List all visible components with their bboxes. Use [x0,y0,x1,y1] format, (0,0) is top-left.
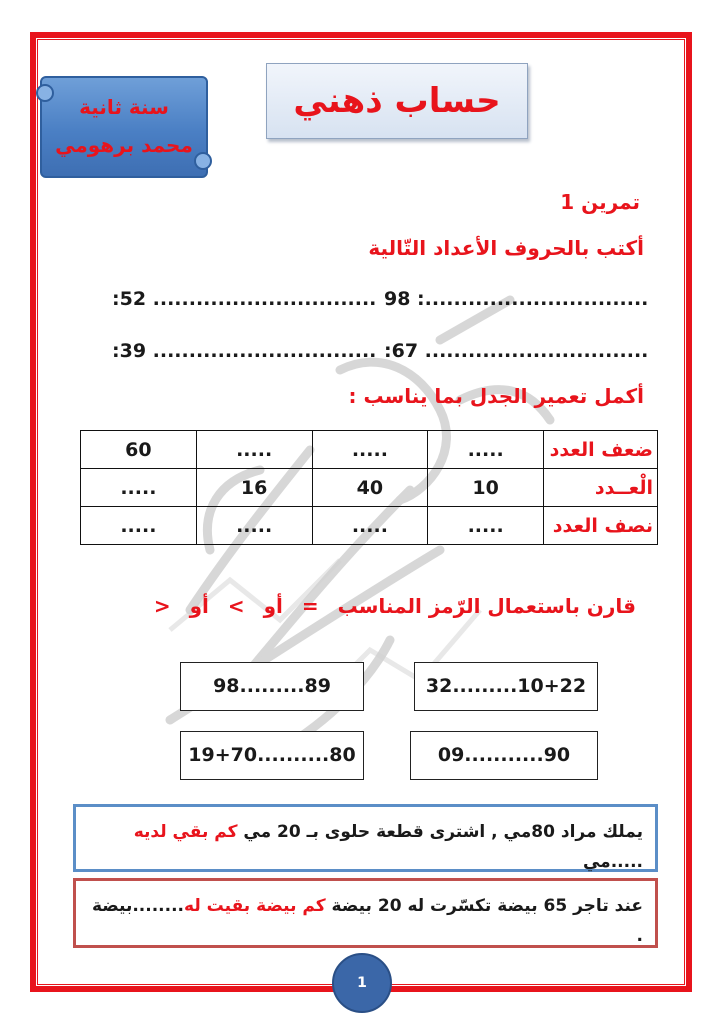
compare-box: 32.........10+22 [414,662,598,711]
problem-question: كم بقي لديه [133,822,238,842]
problem-answer-blank: .....مي [582,852,643,872]
number-table [80,430,658,545]
table-instruction: أكمل تعمير الجدل بما يناسب : [348,384,644,408]
compare-instruction [142,594,636,618]
table-cell: ..... [312,431,428,469]
problem-text: يملك مراد 80مي , اشترى قطعة حلوى بـ 20 مي [237,822,643,842]
grade-label: سنة ثانية [79,95,169,119]
exercise-instruction: أكتب بالحروف الأعداد التّالية [368,236,644,260]
or-word: أو [263,594,283,618]
table-cell: 40 [312,469,428,507]
table-cell: 16 [196,469,312,507]
table-cell: 60 [81,431,197,469]
page-number-badge: 1 [332,953,392,1013]
compare-box: 98.........89 [180,662,364,711]
table-row-double [81,431,658,469]
exercise-label: تمرين 1 [560,190,640,214]
teacher-name: محمد برهومي [55,133,193,157]
compare-text: قارن باستعمال الرّمز المناسب [337,594,636,618]
number-item-39: :39 ............................... [112,340,377,362]
table-row-number [81,469,658,507]
row-label: ضعف العدد [544,431,658,469]
equal-symbol: = [301,594,319,618]
row-label: نصف العدد [544,507,658,545]
table-cell: ..... [196,507,312,545]
number-item-98: 98 :............................... [384,288,649,310]
number-item-52: :52 ............................... [112,288,377,310]
table-row-half [81,507,658,545]
table-cell: 10 [428,469,544,507]
table-cell: ..... [312,507,428,545]
grade-teacher-scroll [40,76,208,178]
number-item-67: :67 ............................... [384,340,649,362]
table-cell: ..... [81,507,197,545]
compare-box: 09...........90 [410,731,598,780]
or-word: أو [189,594,209,618]
word-problem-1 [73,804,658,872]
table-cell: ..... [196,431,312,469]
greater-symbol: > [227,594,245,618]
problem-question: كم بيضة بقيت له [184,896,326,916]
table-cell: ..... [81,469,197,507]
compare-box: 19+70..........80 [180,731,364,780]
row-label: الْعــدد [544,469,658,507]
word-problem-2 [73,878,658,948]
table-cell: ..... [428,507,544,545]
problem-text: عند تاجر 65 بيضة تكسّرت له 20 بيضة [325,896,643,916]
problem-answer-blank: ........بيضة . [91,896,643,946]
table-cell: ..... [428,431,544,469]
page-title: حساب ذهني [266,63,528,139]
less-symbol: < [153,594,171,618]
